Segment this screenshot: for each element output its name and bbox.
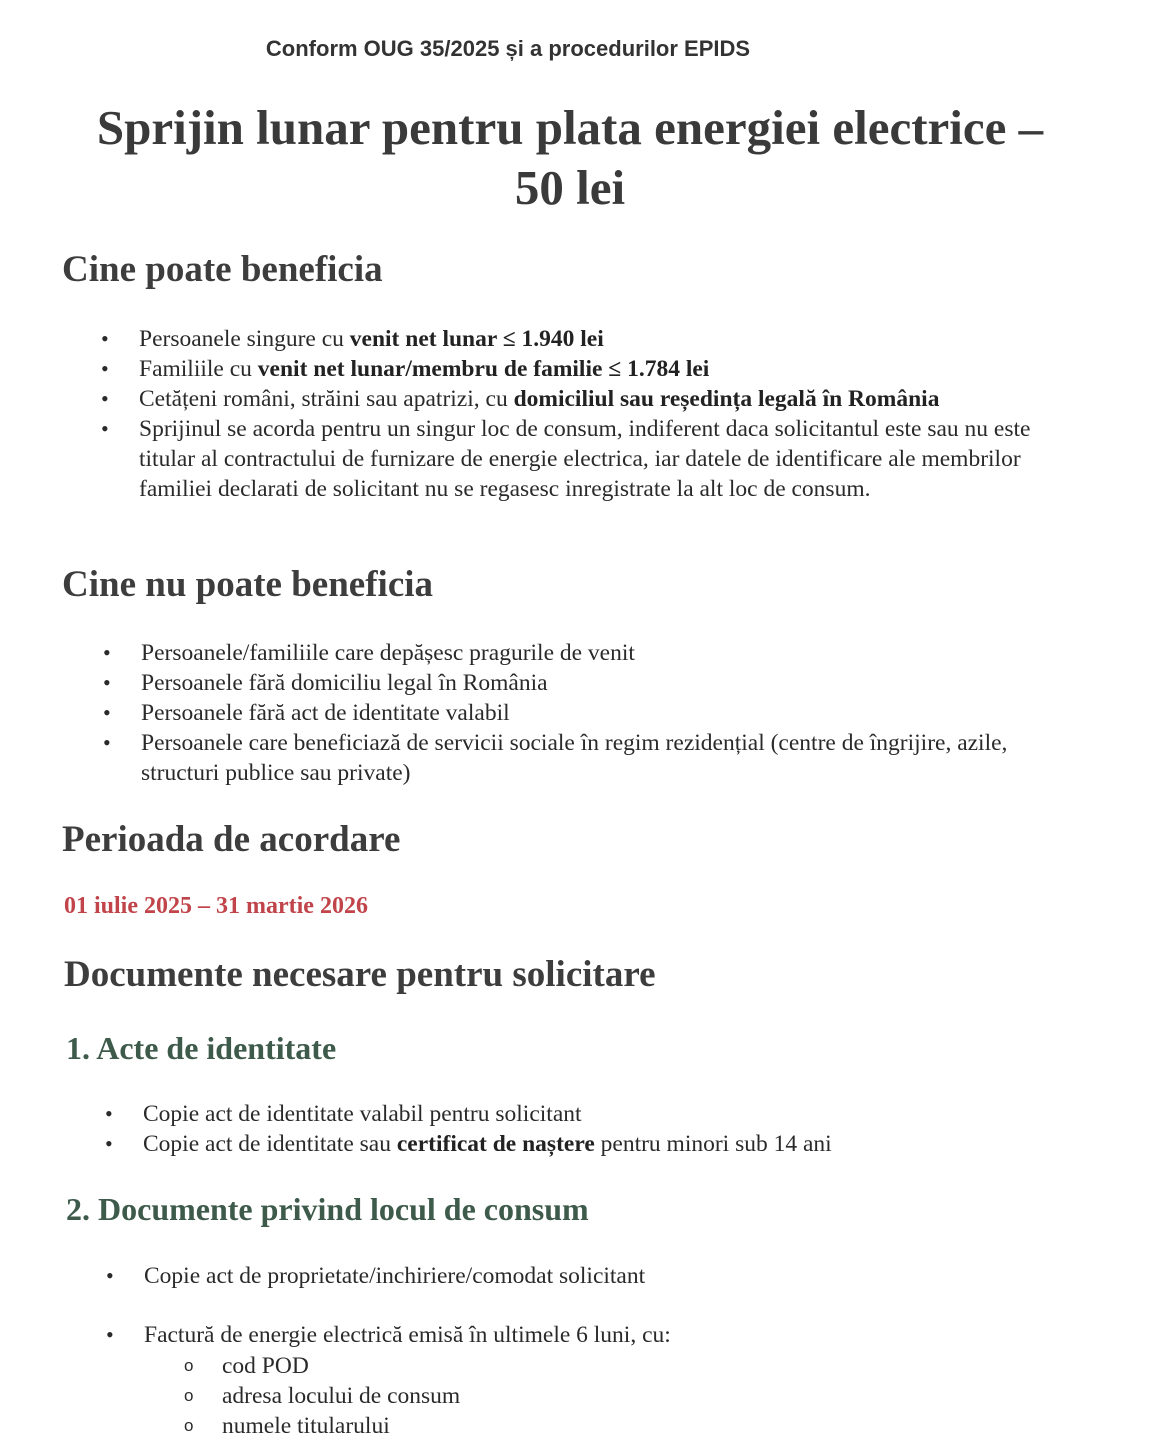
invoice-details-list [222, 1351, 1022, 1441]
list-item: • Persoanele fără act de identitate valabil [141, 698, 1071, 728]
page-title [20, 98, 1120, 218]
list-item-bold: venit net lunar/membru de familie ≤ 1.784 lei [257, 356, 710, 382]
list-item-text: Copie act de identitate sau [143, 1131, 397, 1157]
sub-list-item: o adresa locului de consum [222, 1381, 1022, 1411]
list-item: • Factură de energie electrică emisă în ultimele 6 luni, cu: [144, 1320, 1074, 1350]
period-date-range: 01 iulie 2025 – 31 martie 2026 [64, 893, 368, 919]
list-item: • Copie act de proprietate/inchiriere/comodat solicitant [144, 1261, 1074, 1291]
sub-list-item: o numele titularului [222, 1411, 1022, 1441]
list-item [143, 1129, 1073, 1159]
list-item [139, 354, 1069, 384]
list-item-bold: domiciliul sau reședința legală în România [513, 386, 940, 412]
list-item [139, 414, 1069, 504]
consumption-docs-list [144, 1261, 1074, 1291]
list-item: • Persoanele fără domiciliu legal în România [141, 668, 1071, 698]
list-item-text: Sprijinul se acorda pentru un singur loc de consum, indiferent daca solicitantul este sau nu este titular al contractului de furnizare de energie electrica, iar datele de identificare ale membrilor familiei declarati de solicitant nu se regasesc inregistrate la alt loc de consum. [139, 416, 1031, 502]
list-item: • Persoanele/familiile care depășesc pragurile de venit [141, 638, 1071, 668]
section-heading-period: Perioada de acordare [62, 819, 401, 860]
section-heading-who-cannot: Cine nu poate beneficia [62, 564, 434, 605]
page-title-line1: Sprijin lunar pentru plata energiei electrice – [96, 100, 1044, 155]
list-item-text: Cetățeni români, străini sau apatrizi, cu [139, 386, 514, 412]
list-item [139, 324, 1069, 354]
header-note: Conform OUG 35/2025 și a procedurilor EPIDS [265, 36, 751, 61]
list-item-text: Familiile cu [139, 356, 258, 382]
identity-docs-list [143, 1099, 1073, 1159]
list-item: • Copie act de identitate valabil pentru solicitant [143, 1099, 1073, 1129]
section-heading-documents: Documente necesare pentru solicitare [64, 954, 656, 995]
subheading-consumption: 2. Documente privind locul de consum [66, 1191, 589, 1227]
list-item-text: pentru minori sub 14 ani [594, 1131, 832, 1157]
who-can-list [139, 324, 1069, 504]
list-item-bold: venit net lunar ≤ 1.940 lei [349, 326, 604, 352]
list-item [139, 384, 1069, 414]
list-item-bold: certificat de naștere [396, 1131, 595, 1157]
who-cannot-list [141, 638, 1071, 788]
list-item: • Persoanele care beneficiază de servicii sociale în regim rezidențial (centre de îngrijire, azile, structuri publice sau private) [141, 728, 1071, 788]
consumption-docs-list-2 [144, 1320, 1074, 1350]
subheading-identity: 1. Acte de identitate [66, 1030, 337, 1066]
section-heading-who-can: Cine poate beneficia [62, 249, 383, 290]
sub-list-item: o cod POD [222, 1351, 1022, 1381]
list-item-text: Persoanele singure cu [139, 326, 350, 352]
page-title-line2: 50 lei [514, 160, 626, 215]
